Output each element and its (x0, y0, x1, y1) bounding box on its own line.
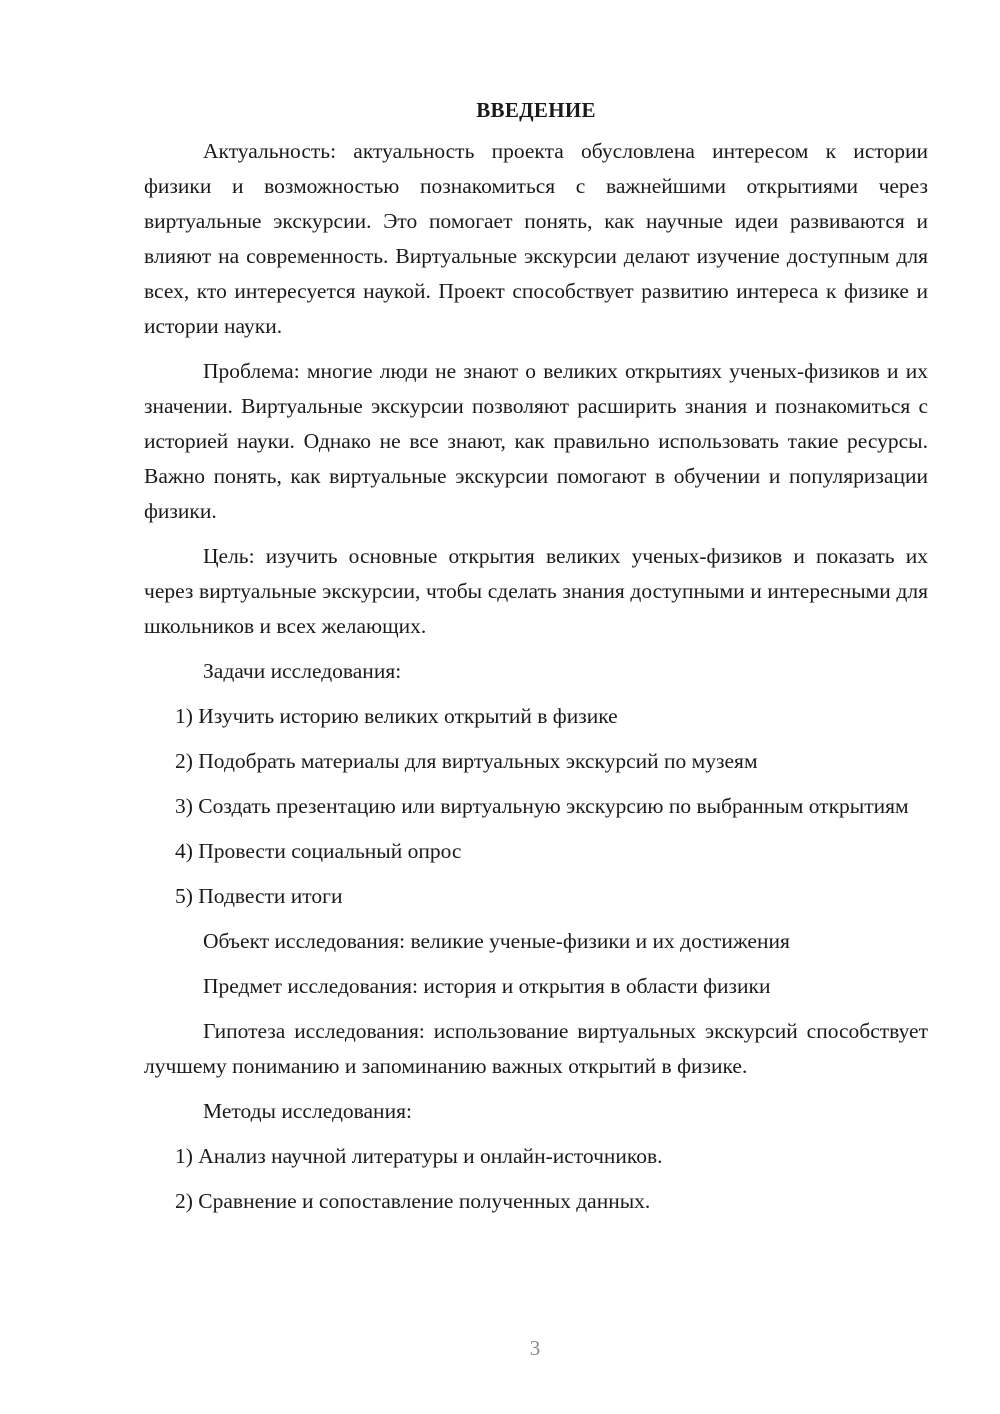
goal-paragraph: Цель: изучить основные открытия великих ученых-физиков и показать их через виртуальные экскурсии, чтобы сделать знания доступными и интересными для школьников и всех желающих. (144, 544, 928, 638)
object-paragraph: Объект исследования: великие ученые-физики и их достижения (203, 929, 790, 953)
relevance-paragraph: Актуальность: актуальность проекта обусловлена интересом к истории физики и возможностью познакомиться с важнейшими открытиями через виртуальные экскурсии. Это помогает понять, как научные идеи развиваются и влияют на современность. Виртуальные экскурсии делают изучение доступным для всех, кто интересуется наукой. Проект способствует развитию интереса к физике и истории науки. (144, 139, 928, 338)
methods-label: Методы исследования: (203, 1099, 412, 1123)
task-item: 2) Подобрать материалы для виртуальных экскурсий по музеям (175, 749, 758, 773)
method-item: 1) Анализ научной литературы и онлайн-источников. (175, 1144, 663, 1168)
problem-paragraph: Проблема: многие люди не знают о великих открытиях ученых-физиков и их значении. Виртуальные экскурсии позволяют расширить знания и познакомиться с историей науки. Однако не все знают, как правильно использовать такие ресурсы. Важно понять, как виртуальные экскурсии помогают в обучении и популяризации физики. (144, 359, 928, 523)
subject-paragraph: Предмет исследования: история и открытия в области физики (203, 974, 771, 998)
task-item: 1) Изучить историю великих открытий в физике (175, 704, 618, 728)
hypothesis-paragraph: Гипотеза исследования: использование виртуальных экскурсий способствует лучшему пониманию и запоминанию важных открытий в физике. (144, 1019, 928, 1078)
task-item: 4) Провести социальный опрос (175, 839, 462, 863)
task-item: 5) Подвести итоги (175, 884, 343, 908)
task-item: 3) Создать презентацию или виртуальную экскурсию по выбранным открытиям (175, 794, 909, 818)
page-number: 3 (529, 1336, 541, 1360)
section-heading: ВВЕДЕНИЕ (476, 98, 596, 122)
tasks-label: Задачи исследования: (203, 659, 402, 683)
method-item: 2) Сравнение и сопоставление полученных данных. (175, 1189, 651, 1213)
document-page (144, 96, 928, 1229)
